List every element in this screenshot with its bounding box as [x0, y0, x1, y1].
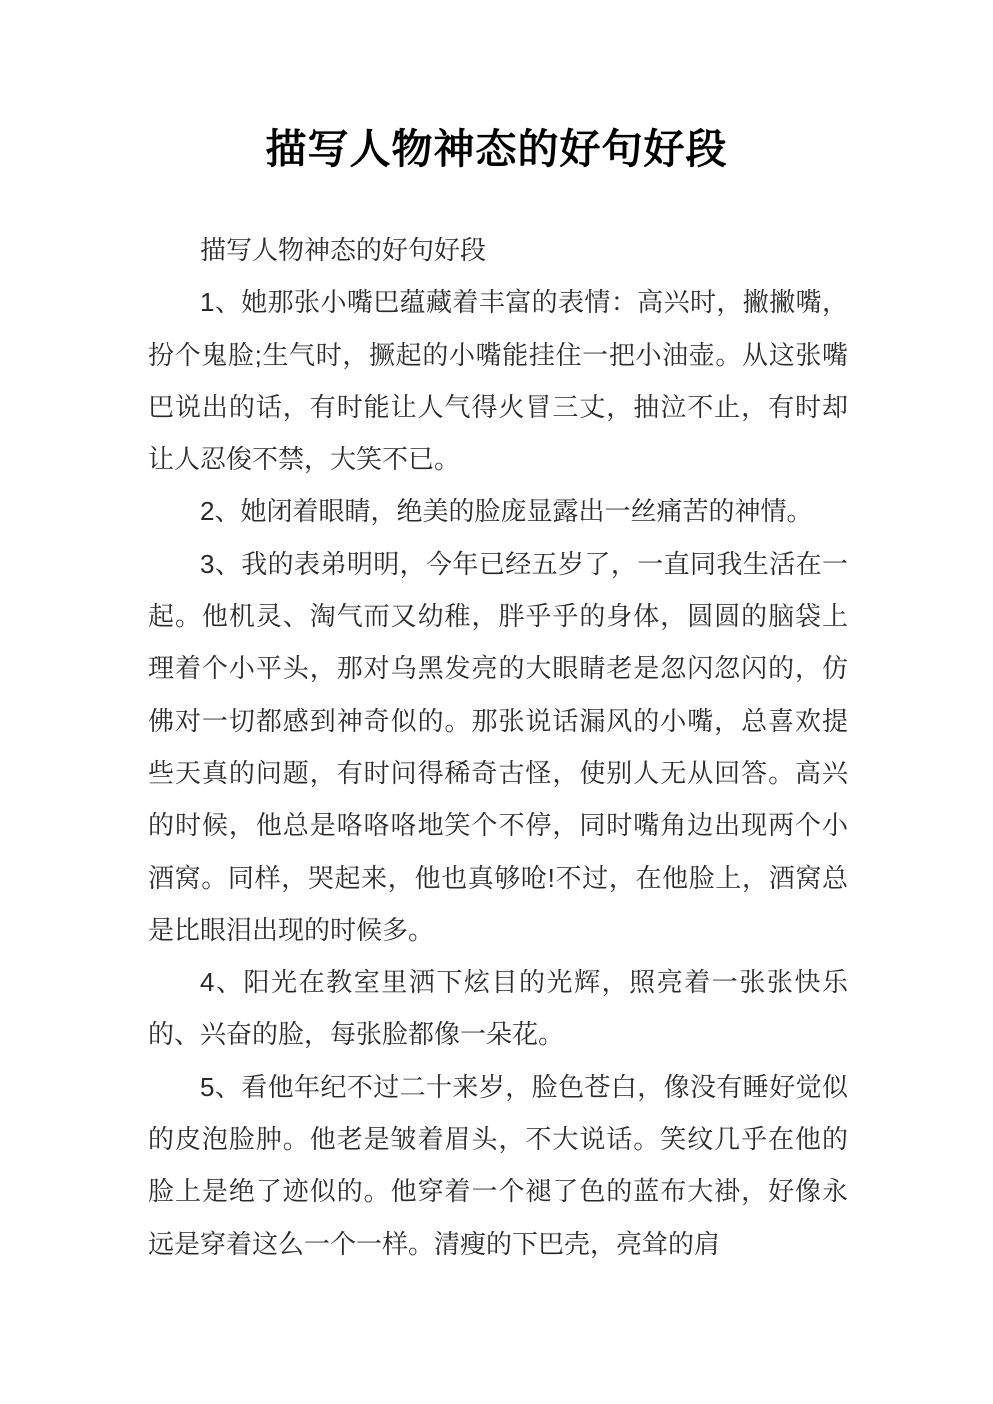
paragraph-1: 1、她那张小嘴巴蕴藏着丰富的表情：高兴时，撇撇嘴，扮个鬼脸;生气时，撅起的小嘴能挂住一把小油壶。从这张嘴巴说出的话，有时能让人气得火冒三丈，抽泣不止，有时却让人忍俊不禁，大笑不已。 — [148, 287, 848, 475]
document-title: 描写人物神态的好句好段 — [265, 126, 728, 172]
paragraph-4: 4、阳光在教室里洒下炫目的光辉，照亮着一张张快乐的、兴奋的脸，每张脸都像一朵花。 — [148, 967, 848, 1050]
document-subtitle: 描写人物神态的好句好段 — [200, 235, 487, 265]
paragraph-2: 2、她闭着眼睛，绝美的脸庞显露出一丝痛苦的神情。 — [200, 496, 813, 527]
paragraph-5: 5、看他年纪不过二十来岁，脸色苍白，像没有睡好觉似的皮泡脸肿。他老是皱着眉头，不大说话。笑纹几乎在他的脸上是绝了迹似的。他穿着一个褪了色的蓝布大褂，好像永远是穿着这么一个一样。清瘦的下巴壳，亮耸的肩 — [148, 1071, 848, 1259]
paragraph-3: 3、我的表弟明明，今年已经五岁了，一直同我生活在一起。他机灵、淘气而又幼稚，胖乎乎的身体，圆圆的脑袋上理着个小平头，那对乌黑发亮的大眼睛老是忽闪忽闪的，仿佛对一切都感到神奇似的。那张说话漏风的小嘴，总喜欢提些天真的问题，有时问得稀奇古怪，使别人无从回答。高兴的时候，他总是咯咯咯地笑个不停，同时嘴角边出现两个小酒窝。同样，哭起来，他也真够呛!不过，在他脸上，酒窝总是比眼泪出现的时候多。 — [148, 548, 848, 945]
document-body — [148, 224, 848, 1270]
